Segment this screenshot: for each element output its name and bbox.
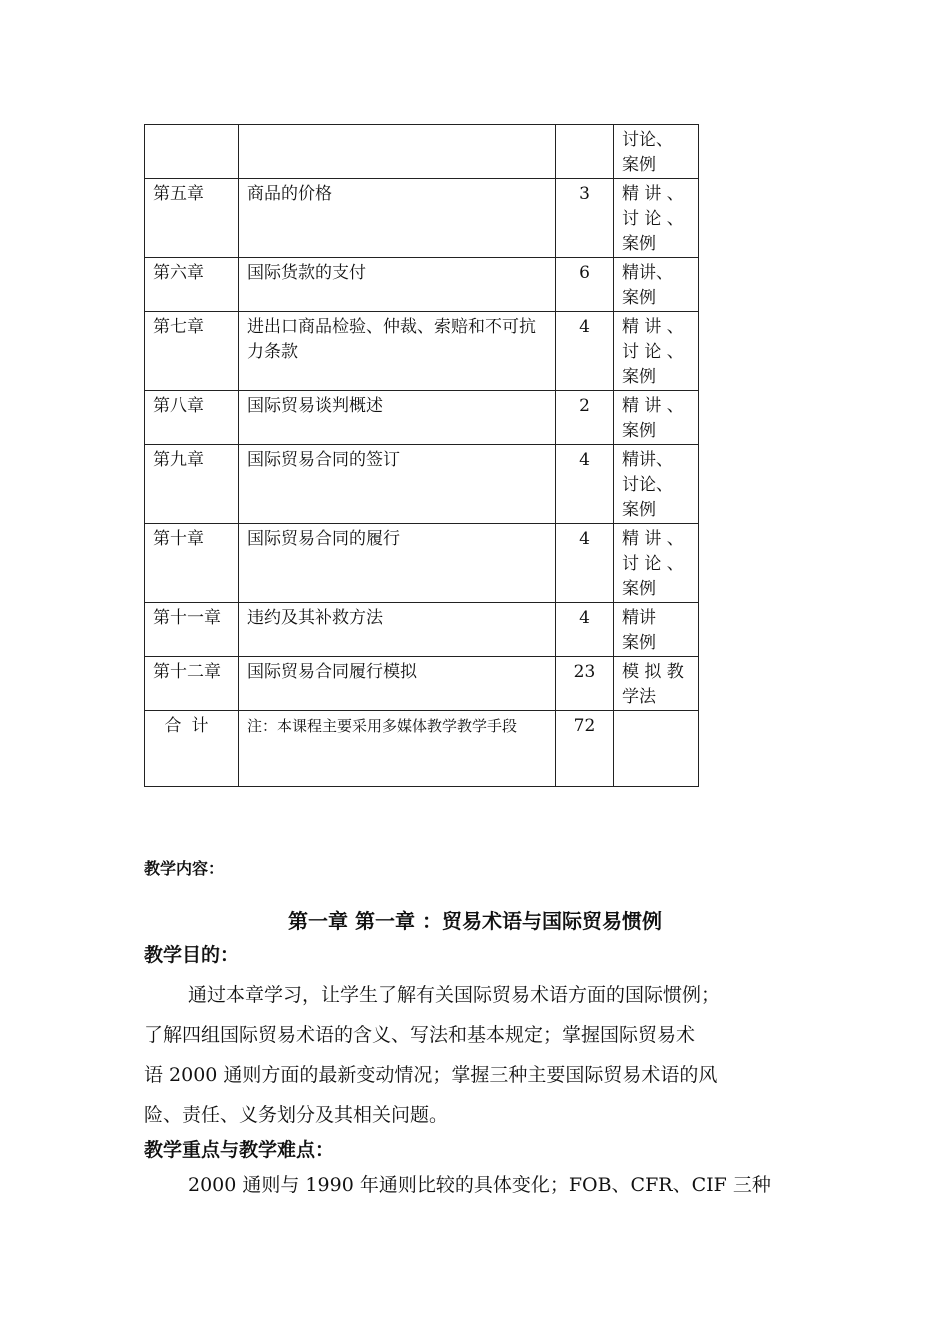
method-line: 精讲 bbox=[622, 608, 656, 628]
method-line: 案例 bbox=[622, 633, 656, 653]
paragraph-line: 通过本章学习，让学生了解有关国际贸易术语方面的国际惯例； bbox=[188, 984, 721, 1006]
method-cell bbox=[614, 258, 699, 312]
method-line: 讨论、 bbox=[622, 130, 673, 150]
method-line: 案例 bbox=[622, 579, 656, 599]
paragraph-line: 险、责任、义务划分及其相关问题。 bbox=[144, 1104, 449, 1126]
section-label: 教学内容： bbox=[144, 859, 225, 878]
paragraph-line: 语 2000 通则方面的最新变动情况；掌握三种主要国际贸易术语的风 bbox=[144, 1064, 718, 1086]
table-row bbox=[145, 445, 699, 524]
content-cell: 国际贸易合同的履行 bbox=[239, 524, 556, 603]
content-cell: 国际贸易合同履行模拟 bbox=[239, 657, 556, 711]
empty-method-cell bbox=[614, 711, 699, 787]
total-hours-cell: 72 bbox=[556, 711, 614, 787]
table-row bbox=[145, 657, 699, 711]
method-cell bbox=[614, 179, 699, 258]
hours-cell: 4 bbox=[556, 603, 614, 657]
content-cell: 商品的价格 bbox=[239, 179, 556, 258]
total-label-cell: 合计 bbox=[145, 711, 239, 787]
method-cell bbox=[614, 657, 699, 711]
chapter-cell: 第八章 bbox=[145, 391, 239, 445]
table-row bbox=[145, 603, 699, 657]
method-line: 讨 论 、 bbox=[622, 554, 684, 574]
content-cell: 国际贸易合同的签订 bbox=[239, 445, 556, 524]
content-cell: 违约及其补救方法 bbox=[239, 603, 556, 657]
hours-cell: 6 bbox=[556, 258, 614, 312]
hours-cell: 3 bbox=[556, 179, 614, 258]
chapter-cell: 第六章 bbox=[145, 258, 239, 312]
method-line: 精 讲 、 bbox=[622, 396, 684, 416]
content-cell: 进出口商品检验、仲裁、索赔和不可抗力条款 bbox=[239, 312, 556, 391]
chapter-cell: 第九章 bbox=[145, 445, 239, 524]
table-body bbox=[145, 125, 699, 787]
method-line: 案例 bbox=[622, 155, 656, 175]
table-row bbox=[145, 312, 699, 391]
method-cell bbox=[614, 445, 699, 524]
note-cell: 注：本课程主要采用多媒体教学教学手段 bbox=[239, 711, 556, 787]
hours-cell: 23 bbox=[556, 657, 614, 711]
table-row bbox=[145, 179, 699, 258]
key-points-paragraph bbox=[144, 1165, 814, 1205]
method-line: 精 讲 、 bbox=[622, 529, 684, 549]
hours-cell: 4 bbox=[556, 524, 614, 603]
chapter-title: 第一章 第一章 ：贸易术语与国际贸易惯例 bbox=[288, 909, 662, 933]
method-line: 精讲、 bbox=[622, 450, 673, 470]
method-line: 讨论、 bbox=[622, 475, 673, 495]
method-line: 精 讲 、 bbox=[622, 184, 684, 204]
method-cell bbox=[614, 391, 699, 445]
method-line: 精讲、 bbox=[622, 263, 673, 283]
paragraph-line: 2000 通则与 1990 年通则比较的具体变化；FOB、CFR、CIF 三种 bbox=[188, 1174, 771, 1196]
table-row bbox=[145, 391, 699, 445]
method-cell bbox=[614, 125, 699, 179]
method-line: 案例 bbox=[622, 500, 656, 520]
key-points-heading: 教学重点与教学难点： bbox=[144, 1139, 335, 1161]
content-cell: 国际货款的支付 bbox=[239, 258, 556, 312]
table-row bbox=[145, 125, 699, 179]
content-cell bbox=[239, 125, 556, 179]
content-cell: 国际贸易谈判概述 bbox=[239, 391, 556, 445]
method-line: 案例 bbox=[622, 288, 656, 308]
chapter-cell: 第七章 bbox=[145, 312, 239, 391]
hours-cell: 4 bbox=[556, 445, 614, 524]
method-cell bbox=[614, 603, 699, 657]
method-cell bbox=[614, 524, 699, 603]
method-cell bbox=[614, 312, 699, 391]
method-line: 案例 bbox=[622, 367, 656, 387]
paragraph-line: 了解四组国际贸易术语的含义、写法和基本规定；掌握国际贸易术 bbox=[144, 1024, 696, 1046]
method-line: 讨 论 、 bbox=[622, 209, 684, 229]
chapter-cell: 第十一章 bbox=[145, 603, 239, 657]
objective-heading: 教学目的： bbox=[144, 944, 240, 966]
chapter-cell: 第十二章 bbox=[145, 657, 239, 711]
method-line: 案例 bbox=[622, 234, 656, 254]
table-row bbox=[145, 524, 699, 603]
method-line: 模 拟 教 bbox=[622, 662, 684, 682]
method-line: 学法 bbox=[622, 687, 656, 707]
hours-cell bbox=[556, 125, 614, 179]
method-line: 案例 bbox=[622, 421, 656, 441]
chapter-cell: 第五章 bbox=[145, 179, 239, 258]
course-schedule-table bbox=[144, 124, 699, 787]
hours-cell: 2 bbox=[556, 391, 614, 445]
chapter-cell bbox=[145, 125, 239, 179]
hours-cell: 4 bbox=[556, 312, 614, 391]
objective-paragraph bbox=[144, 975, 814, 1135]
method-line: 精 讲 、 bbox=[622, 317, 684, 337]
table-row bbox=[145, 258, 699, 312]
total-row bbox=[145, 711, 699, 787]
method-line: 讨 论 、 bbox=[622, 342, 684, 362]
chapter-cell: 第十章 bbox=[145, 524, 239, 603]
